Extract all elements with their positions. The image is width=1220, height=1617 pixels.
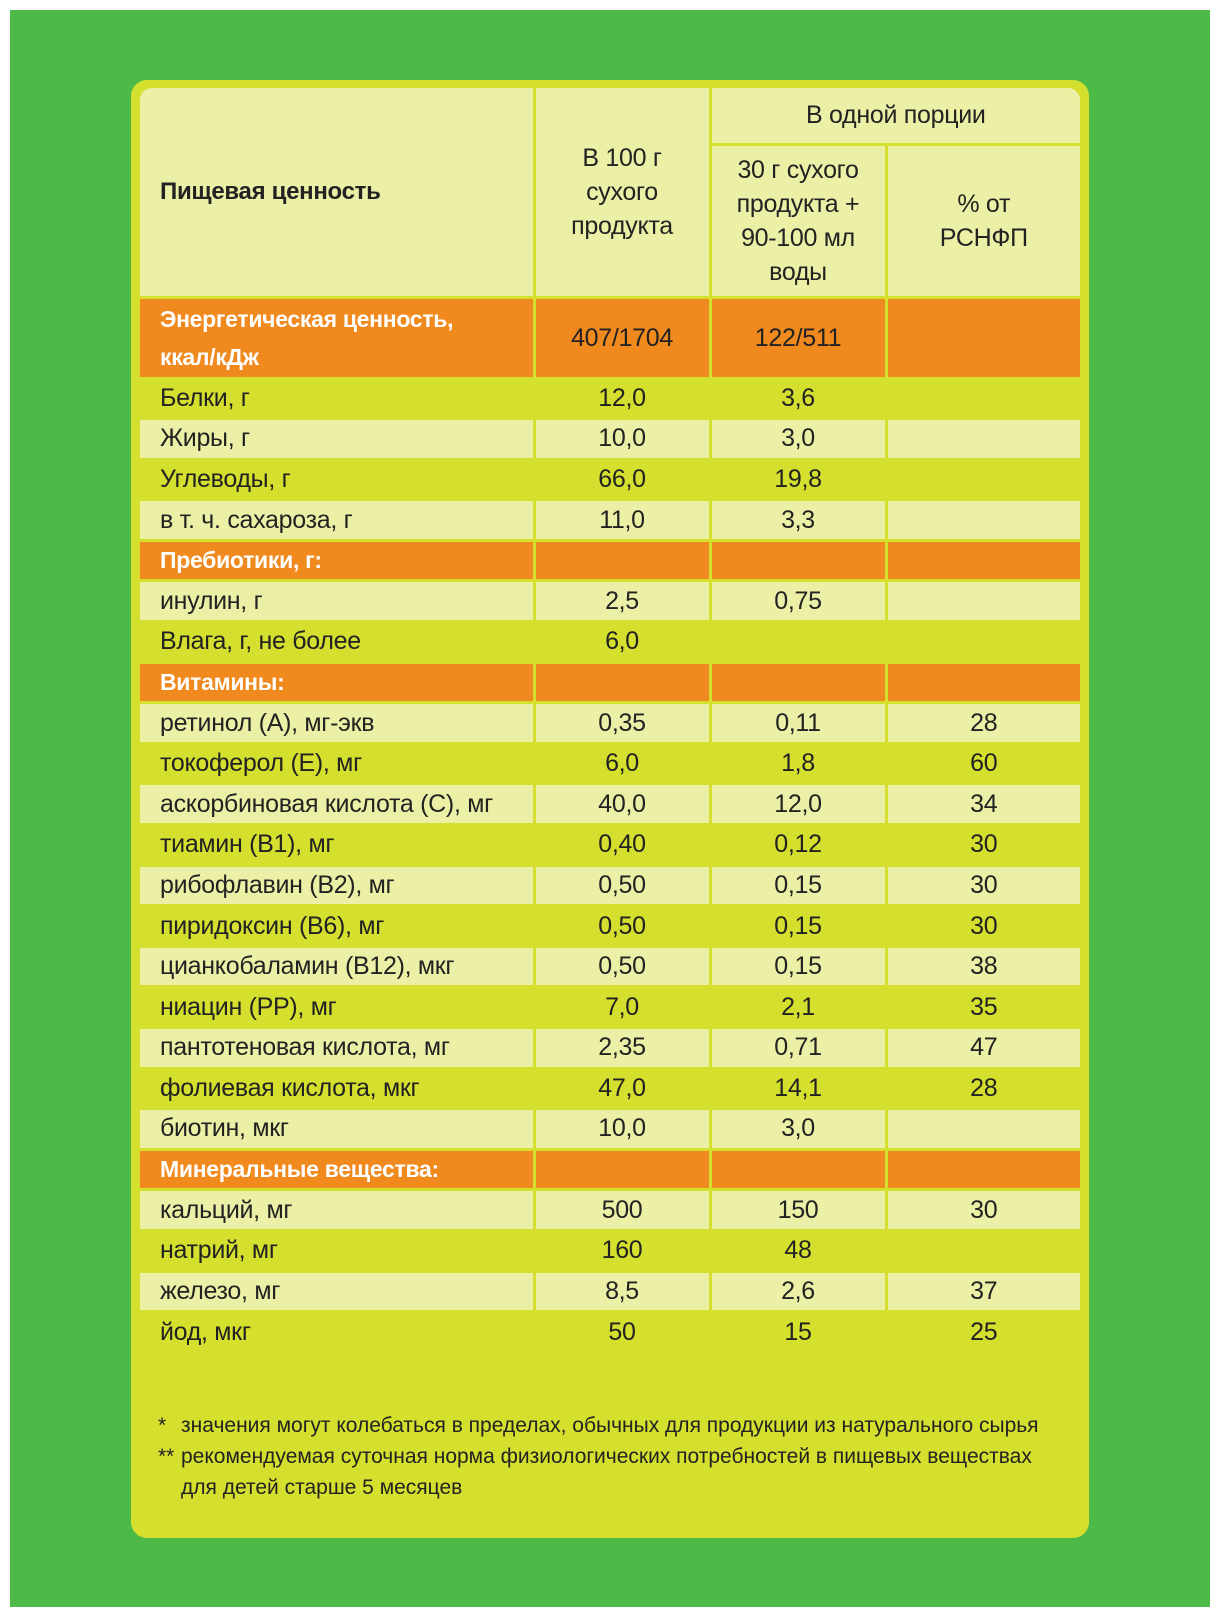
value-per-100g: 10,0 [534, 1109, 710, 1150]
table-row [140, 703, 1080, 744]
table-row [140, 906, 1080, 947]
value-per-portion: 3,3 [710, 500, 886, 541]
value-per-portion: 15 [710, 1312, 886, 1353]
header-portion-amount: 30 г сухого продукта + 90-100 мл воды [710, 144, 886, 297]
nutrient-label: Белки, г [140, 378, 534, 419]
value-percent-rsnfp [886, 622, 1080, 663]
value-per-100g [534, 662, 710, 703]
value-per-portion: 0,11 [710, 703, 886, 744]
value-per-portion: 3,0 [710, 419, 886, 460]
value-per-100g: 40,0 [534, 784, 710, 825]
value-per-portion [710, 622, 886, 663]
value-percent-rsnfp: 30 [886, 1190, 1080, 1231]
table-row [140, 1271, 1080, 1312]
value-per-100g [534, 1149, 710, 1190]
value-per-portion: 150 [710, 1190, 886, 1231]
value-percent-rsnfp [886, 540, 1080, 581]
value-percent-rsnfp: 28 [886, 703, 1080, 744]
value-per-portion [710, 662, 886, 703]
nutrient-label: Витамины: [140, 662, 534, 703]
nutrient-label: железо, мг [140, 1271, 534, 1312]
value-percent-rsnfp: 30 [886, 825, 1080, 866]
table-row [140, 662, 1080, 703]
value-per-100g: 0,35 [534, 703, 710, 744]
table-row [140, 622, 1080, 663]
value-percent-rsnfp [886, 1230, 1080, 1271]
nutrient-label: Минеральные вещества: [140, 1149, 534, 1190]
table-row [140, 1190, 1080, 1231]
nutrient-label: инулин, г [140, 581, 534, 622]
footnote-1: * значения могут колебаться в пределах, обычных для продукции из натурального сырья [158, 1414, 1039, 1437]
nutrient-label: ниацин (РР), мг [140, 987, 534, 1028]
value-per-portion: 12,0 [710, 784, 886, 825]
header-nutrition-value: Пищевая ценность [140, 88, 534, 297]
nutrient-label: в т. ч. сахароза, г [140, 500, 534, 541]
table-row [140, 784, 1080, 825]
value-per-portion: 14,1 [710, 1068, 886, 1109]
value-percent-rsnfp [886, 1109, 1080, 1150]
header-per-100g: В 100 г сухого продукта [534, 88, 710, 297]
nutrient-label: рибофлавин (В2), мг [140, 865, 534, 906]
value-per-100g: 12,0 [534, 378, 710, 419]
table-row [140, 1028, 1080, 1069]
nutrient-label: пантотеновая кислота, мг [140, 1028, 534, 1069]
table-row [140, 946, 1080, 987]
value-per-portion: 2,6 [710, 1271, 886, 1312]
value-per-portion [710, 540, 886, 581]
table-row [140, 297, 1080, 378]
nutrient-label: тиамин (В1), мг [140, 825, 534, 866]
value-per-100g: 0,50 [534, 865, 710, 906]
value-per-100g: 500 [534, 1190, 710, 1231]
value-per-100g: 50 [534, 1312, 710, 1353]
nutrient-label: биотин, мкг [140, 1109, 534, 1150]
value-per-100g: 160 [534, 1230, 710, 1271]
value-per-portion: 3,0 [710, 1109, 886, 1150]
value-percent-rsnfp [886, 419, 1080, 460]
value-per-100g: 2,35 [534, 1028, 710, 1069]
value-percent-rsnfp [886, 1149, 1080, 1190]
value-per-100g: 0,50 [534, 946, 710, 987]
table-row [140, 865, 1080, 906]
footnote-2: ** рекомендуемая суточная норма физиологических потребностей в пищевых веществах [158, 1445, 1032, 1468]
table-row [140, 1230, 1080, 1271]
value-per-100g: 6,0 [534, 743, 710, 784]
value-per-100g: 47,0 [534, 1068, 710, 1109]
table-row [140, 581, 1080, 622]
nutrient-label: натрий, мг [140, 1230, 534, 1271]
value-percent-rsnfp: 30 [886, 906, 1080, 947]
value-per-portion: 48 [710, 1230, 886, 1271]
table-row [140, 540, 1080, 581]
header-percent-rsnfp: % от РСНФП [886, 144, 1080, 297]
value-percent-rsnfp: 34 [886, 784, 1080, 825]
nutrient-label: аскорбиновая кислота (С), мг [140, 784, 534, 825]
header-per-portion-group: В одной порции [710, 88, 1080, 144]
value-per-portion: 19,8 [710, 459, 886, 500]
nutrient-label: фолиевая кислота, мкг [140, 1068, 534, 1109]
value-percent-rsnfp [886, 297, 1080, 378]
table-row [140, 1068, 1080, 1109]
value-per-portion: 0,75 [710, 581, 886, 622]
nutrient-label: Влага, г, не более [140, 622, 534, 663]
nutrient-label: кальций, мг [140, 1190, 534, 1231]
table-row [140, 378, 1080, 419]
value-percent-rsnfp: 35 [886, 987, 1080, 1028]
nutrient-label: пиридоксин (В6), мг [140, 906, 534, 947]
value-per-portion: 2,1 [710, 987, 886, 1028]
value-percent-rsnfp: 25 [886, 1312, 1080, 1353]
value-per-100g: 66,0 [534, 459, 710, 500]
table-row [140, 1109, 1080, 1150]
value-per-portion: 0,15 [710, 865, 886, 906]
table-row [140, 419, 1080, 460]
table-row [140, 987, 1080, 1028]
table-row [140, 825, 1080, 866]
value-percent-rsnfp: 30 [886, 865, 1080, 906]
value-per-100g: 8,5 [534, 1271, 710, 1312]
value-percent-rsnfp [886, 581, 1080, 622]
footnotes [158, 1410, 1058, 1503]
nutrient-label: Энергетическая ценность, ккал/кДж [140, 297, 534, 378]
value-per-100g: 7,0 [534, 987, 710, 1028]
nutrient-label: йод, мкг [140, 1312, 534, 1353]
footnote-2-continuation: для детей старше 5 месяцев [181, 1476, 463, 1499]
table-row [140, 1149, 1080, 1190]
nutrient-label: ретинол (А), мг-экв [140, 703, 534, 744]
value-per-100g [534, 540, 710, 581]
value-percent-rsnfp [886, 459, 1080, 500]
nutrient-label: Пребиотики, г: [140, 540, 534, 581]
value-per-portion: 0,12 [710, 825, 886, 866]
value-percent-rsnfp [886, 378, 1080, 419]
value-percent-rsnfp: 38 [886, 946, 1080, 987]
nutrition-table [140, 88, 1080, 1352]
value-per-portion: 122/511 [710, 297, 886, 378]
value-per-portion: 0,15 [710, 946, 886, 987]
nutrient-label: токоферол (Е), мг [140, 743, 534, 784]
value-per-portion: 0,71 [710, 1028, 886, 1069]
table-row [140, 1312, 1080, 1353]
value-percent-rsnfp: 28 [886, 1068, 1080, 1109]
nutrient-label: Углеводы, г [140, 459, 534, 500]
value-percent-rsnfp: 60 [886, 743, 1080, 784]
value-per-100g: 0,40 [534, 825, 710, 866]
value-per-portion [710, 1149, 886, 1190]
nutrient-label: Жиры, г [140, 419, 534, 460]
table-row [140, 459, 1080, 500]
value-per-portion: 0,15 [710, 906, 886, 947]
table-row [140, 743, 1080, 784]
value-per-100g: 407/1704 [534, 297, 710, 378]
value-per-portion: 3,6 [710, 378, 886, 419]
value-per-100g: 11,0 [534, 500, 710, 541]
value-percent-rsnfp [886, 662, 1080, 703]
value-per-100g: 0,50 [534, 906, 710, 947]
value-percent-rsnfp: 47 [886, 1028, 1080, 1069]
value-per-100g: 10,0 [534, 419, 710, 460]
nutrient-label: цианкобаламин (В12), мкг [140, 946, 534, 987]
value-per-100g: 2,5 [534, 581, 710, 622]
table-row [140, 500, 1080, 541]
value-percent-rsnfp: 37 [886, 1271, 1080, 1312]
value-per-portion: 1,8 [710, 743, 886, 784]
value-percent-rsnfp [886, 500, 1080, 541]
value-per-100g: 6,0 [534, 622, 710, 663]
